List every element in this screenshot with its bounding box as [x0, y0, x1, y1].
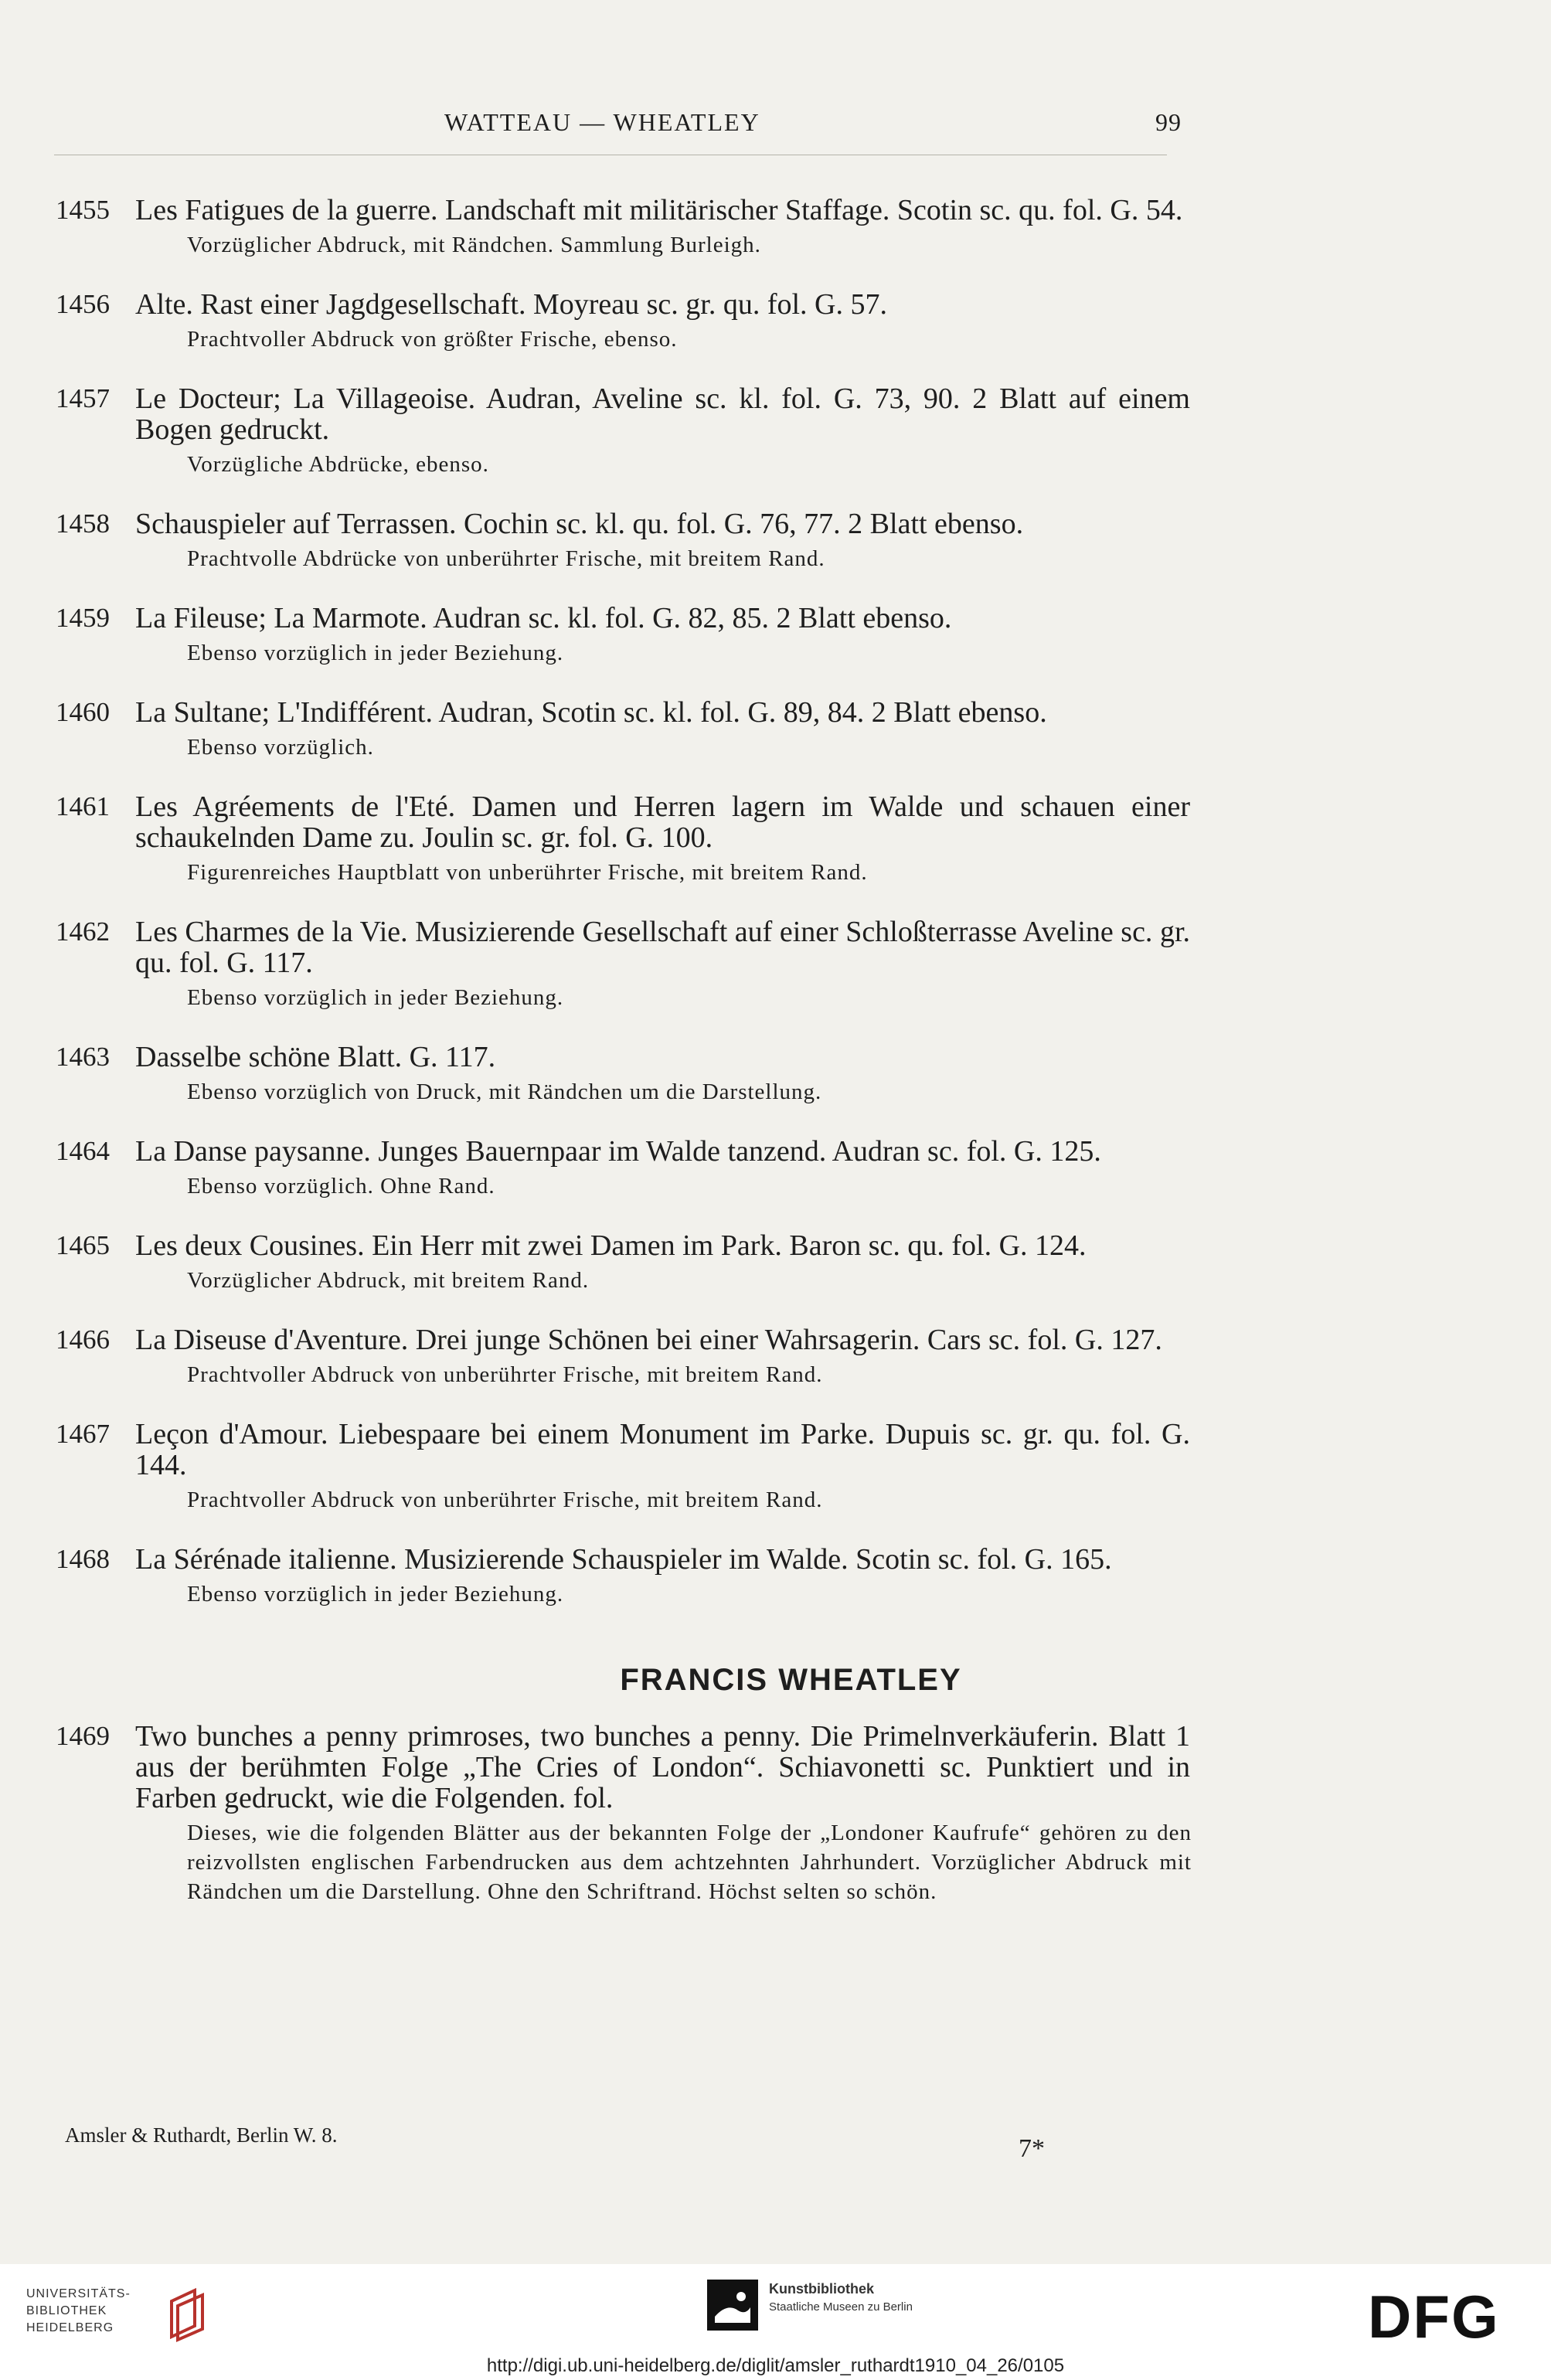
publisher-imprint: Amsler & Ruthardt, Berlin W. 8. [65, 2123, 338, 2147]
entry-note: Ebenso vorzüglich. Ohne Rand. [187, 1174, 495, 1198]
running-title: WATTEAU — WHEATLEY [444, 108, 760, 136]
entry-number: 1464 [56, 1136, 110, 1166]
catalog-entry [0, 1721, 1551, 1906]
entry-description: Leçon d'Amour. Liebespaare bei einem Monument im Parke. Dupuis sc. gr. qu. fol. G. 144. [135, 1418, 1190, 1481]
kb-title: Kunstbibliothek [769, 2281, 874, 2297]
entry-number: 1468 [56, 1544, 110, 1574]
catalog-entry [0, 383, 1551, 479]
entry-description: La Diseuse d'Aventure. Drei junge Schönen bei einer Wahrsagerin. Cars sc. fol. G. 127. [135, 1324, 1162, 1356]
running-header [0, 108, 1551, 139]
entry-note: Vorzüglicher Abdruck, mit breitem Rand. [187, 1268, 590, 1293]
catalog-entry [0, 1324, 1551, 1389]
entry-number: 1459 [56, 603, 110, 633]
entry-number: 1460 [56, 697, 110, 727]
university-library-logo[interactable] [26, 2286, 212, 2355]
entry-description: Les Charmes de la Vie. Musizierende Gesellschaft auf einer Schloßterrasse Aveline sc. gr. qu. fol. G. 117. [135, 916, 1190, 979]
entry-note: Ebenso vorzüglich. [187, 735, 374, 760]
entry-description: Dasselbe schöne Blatt. G. 117. [135, 1041, 496, 1073]
entry-number: 1457 [56, 383, 110, 413]
entry-note: Vorzüglicher Abdruck, mit Rändchen. Sammlung Burleigh. [187, 233, 761, 257]
entry-note: Ebenso vorzüglich in jeder Beziehung. [187, 1582, 564, 1606]
entry-description: Alte. Rast einer Jagdgesellschaft. Moyreau sc. gr. qu. fol. G. 57. [135, 288, 887, 321]
entry-note: Ebenso vorzüglich von Druck, mit Rändchen um die Darstellung. [187, 1080, 822, 1104]
entry-number: 1455 [56, 195, 110, 225]
catalog-entry [0, 916, 1551, 1012]
section-heading: FRANCIS WHEATLEY [620, 1663, 962, 1697]
catalog-entry [0, 289, 1551, 354]
entry-number: 1462 [56, 916, 110, 947]
signature-mark: 7* [1019, 2134, 1045, 2163]
entry-note: Prachtvoller Abdruck von größter Frische, ebenso. [187, 327, 678, 352]
digitization-footer-bar [0, 2264, 1551, 2380]
entry-description: Le Docteur; La Villageoise. Audran, Aveline sc. kl. fol. G. 73, 90. 2 Blatt auf einem Bogen gedruckt. [135, 382, 1190, 446]
catalog-entry [0, 508, 1551, 573]
entry-number: 1466 [56, 1324, 110, 1355]
entry-note: Dieses, wie die folgenden Blätter aus der bekannten Folge der „Londoner Kaufrufe“ gehören zu den reizvollsten englischen Farbendrucken aus dem achtzehnten Jahrhundert. Vorzüglicher Abdruck mit Rändchen um die Darstellung. Ohne den Schriftrand. Höchst selten so schön. [187, 1821, 1192, 1904]
entry-note: Prachtvoller Abdruck von unberührter Frische, mit breitem Rand. [187, 1362, 823, 1387]
entry-number: 1458 [56, 508, 110, 539]
dfg-logo[interactable]: DFG [1368, 2283, 1500, 2351]
entry-description: La Sérénade italienne. Musizierende Schauspieler im Walde. Scotin sc. fol. G. 165. [135, 1543, 1112, 1576]
entry-note: Prachtvoller Abdruck von unberührter Frische, mit breitem Rand. [187, 1488, 823, 1512]
entry-description: Two bunches a penny primroses, two bunches a penny. Die Primelnverkäuferin. Blatt 1 aus der berühmten Folge „The Cries of London“. Schiavonetti sc. Punktiert und in Farben gedruckt, wie die Folgenden. fol. [135, 1720, 1190, 1814]
entry-number: 1465 [56, 1230, 110, 1260]
entry-description: La Danse paysanne. Junges Bauernpaar im Walde tanzend. Audran sc. fol. G. 125. [135, 1135, 1101, 1168]
entry-description: Les deux Cousines. Ein Herr mit zwei Damen im Park. Baron sc. qu. fol. G. 124. [135, 1229, 1087, 1262]
entry-note: Ebenso vorzüglich in jeder Beziehung. [187, 641, 564, 665]
university-name [26, 2286, 131, 2337]
university-line: HEIDELBERG [26, 2321, 114, 2334]
page-number: 99 [1155, 108, 1182, 136]
entry-number: 1467 [56, 1419, 110, 1449]
entry-note: Ebenso vorzüglich in jeder Beziehung. [187, 985, 564, 1010]
university-line: BIBLIOTHEK [26, 2304, 107, 2317]
kb-subtitle: Staatliche Museen zu Berlin [769, 2300, 913, 2314]
entry-description: Les Fatigues de la guerre. Landschaft mit militärischer Staffage. Scotin sc. qu. fol. G. 54. [135, 194, 1183, 226]
entry-number: 1469 [56, 1721, 110, 1751]
entry-description: Schauspieler auf Terrassen. Cochin sc. kl. qu. fol. G. 76, 77. 2 Blatt ebenso. [135, 508, 1024, 540]
entry-note: Figurenreiches Hauptblatt von unberührter Frische, mit breitem Rand. [187, 860, 868, 885]
catalog-entry [0, 1042, 1551, 1107]
entry-description: La Sultane; L'Indifférent. Audran, Scotin sc. kl. fol. G. 89, 84. 2 Blatt ebenso. [135, 696, 1047, 729]
catalog-entry [0, 791, 1551, 887]
kunstbibliothek-label [769, 2281, 913, 2314]
permalink-url[interactable]: http://digi.ub.uni-heidelberg.de/diglit/amsler_ruthardt1910_04_26/0105 [486, 2355, 1065, 2376]
catalog-entry [0, 195, 1551, 260]
kunstbibliothek-logo-icon[interactable] [707, 2280, 758, 2331]
catalog-entry [0, 1544, 1551, 1609]
entry-number: 1461 [56, 791, 110, 821]
catalog-entry [0, 603, 1551, 668]
catalog-entry [0, 1136, 1551, 1201]
entry-description: Les Agréements de l'Eté. Damen und Herren lagern im Walde und schauen einer schaukelnden Dame zu. Joulin sc. gr. fol. G. 100. [135, 790, 1190, 854]
university-line: UNIVERSITÄTS- [26, 2287, 131, 2300]
catalog-entry [0, 1419, 1551, 1515]
entry-note: Vorzügliche Abdrücke, ebenso. [187, 452, 489, 477]
heidelberg-book-icon [164, 2287, 210, 2343]
catalog-entry [0, 1230, 1551, 1295]
catalog-entry [0, 697, 1551, 762]
entry-description: La Fileuse; La Marmote. Audran sc. kl. fol. G. 82, 85. 2 Blatt ebenso. [135, 602, 952, 634]
entry-list [0, 195, 1551, 1936]
entry-number: 1463 [56, 1042, 110, 1072]
entry-number: 1456 [56, 289, 110, 319]
entry-note: Prachtvolle Abdrücke von unberührter Frische, mit breitem Rand. [187, 546, 825, 571]
